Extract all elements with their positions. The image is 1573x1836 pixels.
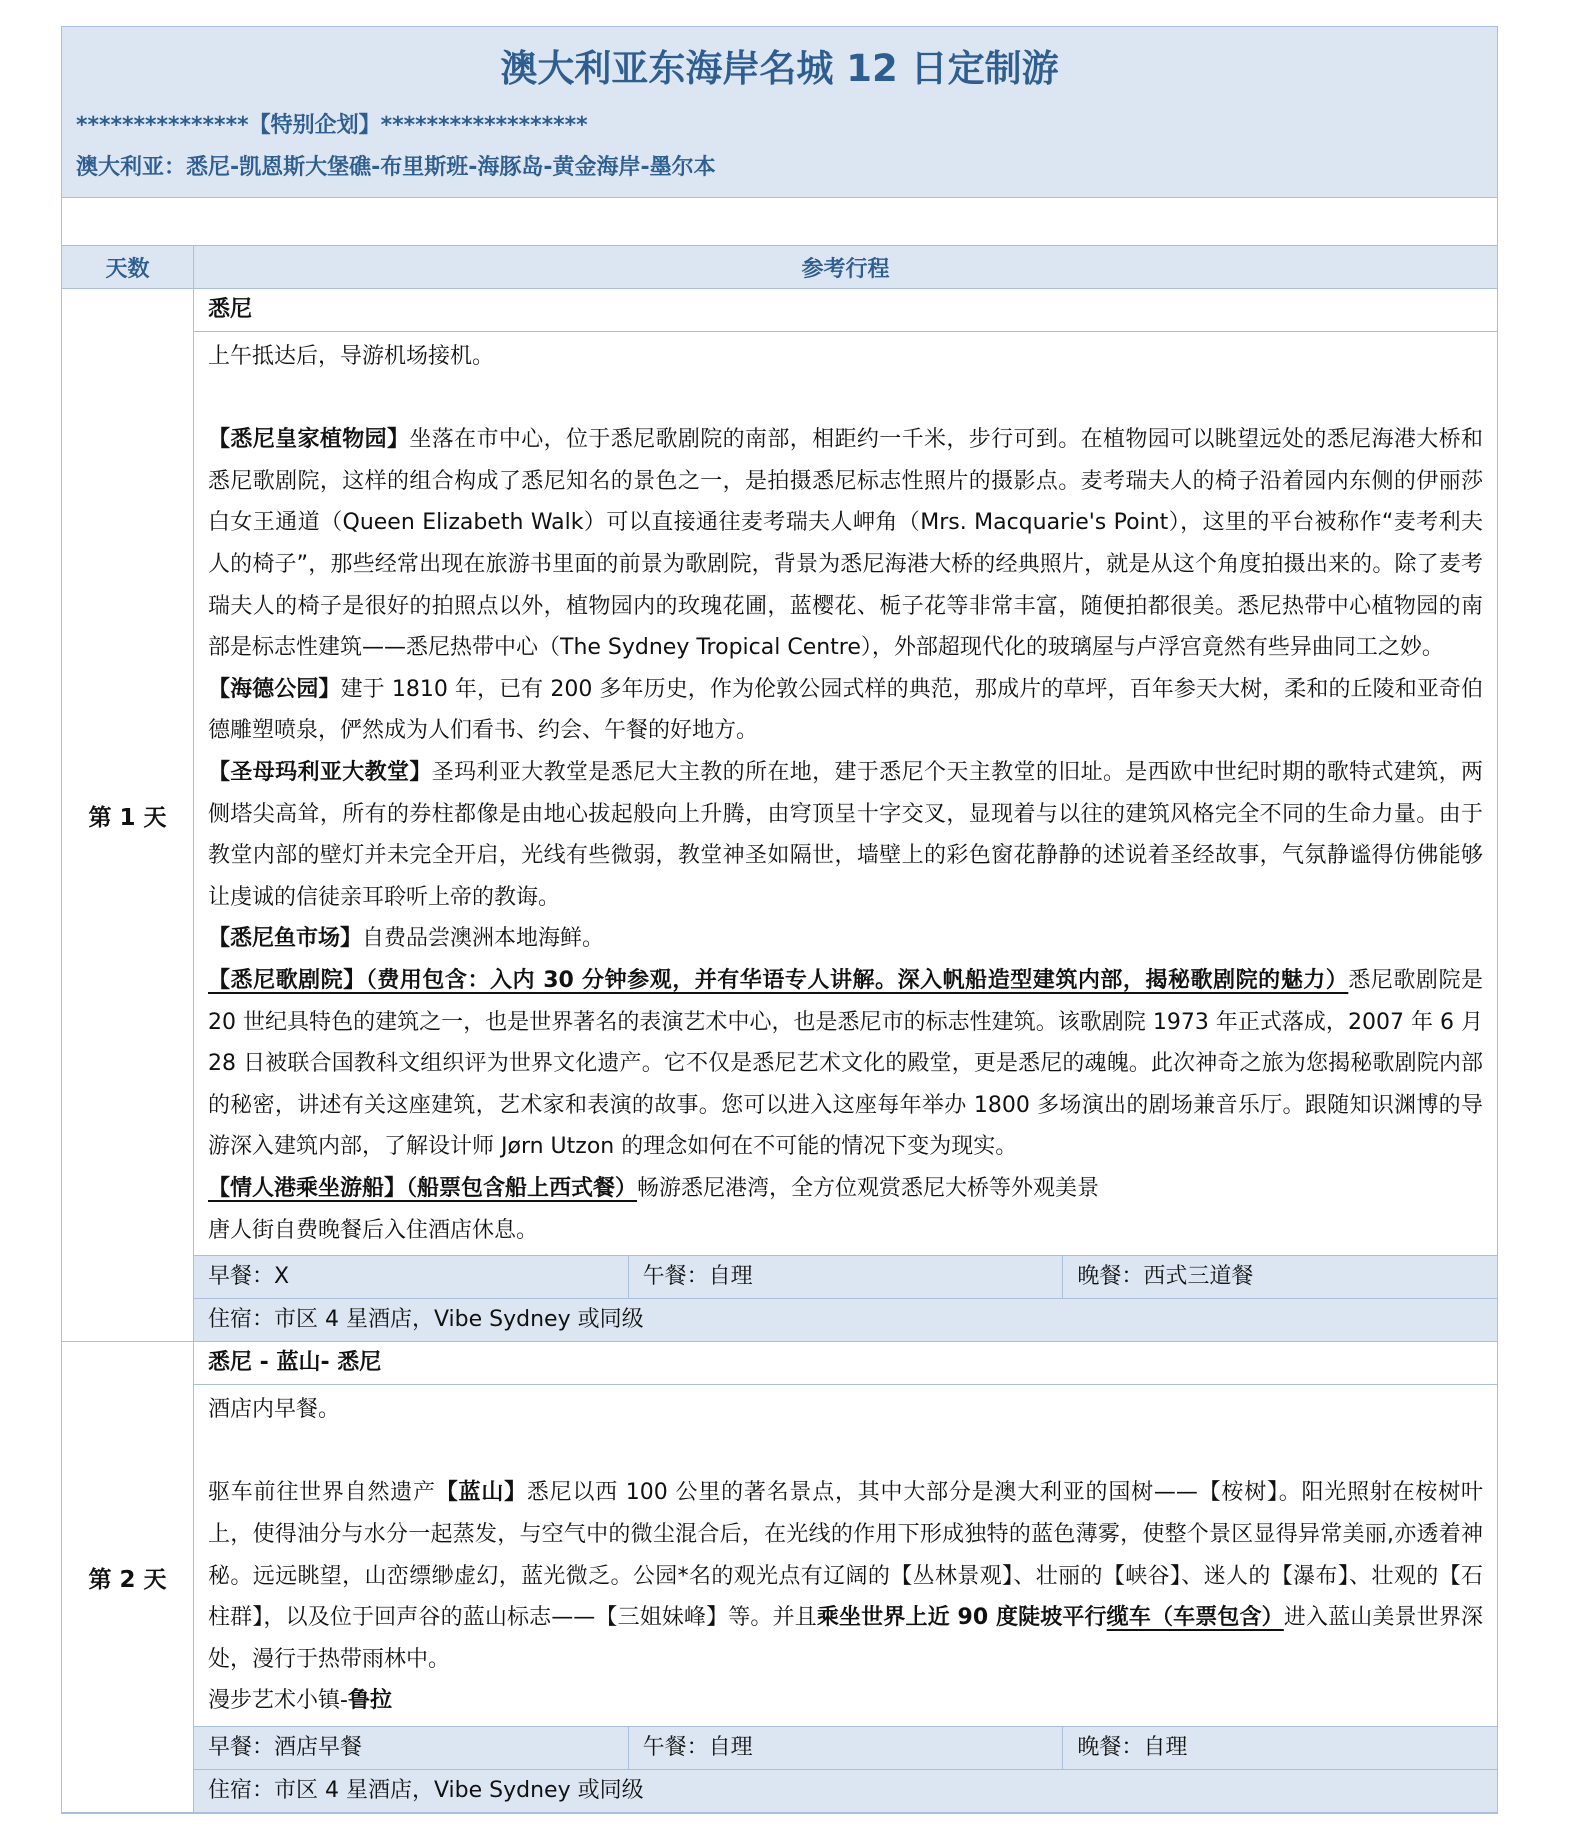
attraction-title: 【海德公园】 [208,676,341,702]
railway-text: 进入蓝山美景世界深处，漫行于热带雨林中。 [208,1605,1483,1672]
paragraph-evening: 唐人街自费晚餐后入住酒店休息。 [208,1217,539,1243]
meals-row [194,1255,1497,1298]
document-header [62,27,1497,198]
paragraph-opera-house [208,960,1483,1168]
town-name: 鲁拉 [347,1688,392,1714]
attraction-text: 建于 1810 年，已有 200 多年历史，作为伦敦公园式样的典范，那成片的草坪，百年参天大树，柔和的丘陵和亚奇伯德雕塑喷泉，俨然成为人们看书、约会、午餐的好地方。 [208,676,1483,744]
attraction-text: 悉尼歌剧院是 20 世纪具特色的建筑之一，也是世界著名的表演艺术中心，也是悉尼市的标志性建筑。该歌剧院 1973 年正式落成，2007 年 6 月 28 日被联合国教科文组织评为世界文化遗产。它不仅是悉尼艺术文化的殿堂，更是悉尼的魂魄。此次神奇之旅为您揭秘歌剧院内部的秘密，讲述有关这座建筑，艺术家和表演的故事。您可以进入这座每年举办 1800 多场演出的剧场兼音乐厅。跟随知识渊博的导游深入建筑内部，了解设计师 Jørn Utzon 的理念如何在不可能的情况下变为现实。 [208,968,1483,1160]
paragraph-breakfast: 酒店内早餐。 [208,1397,341,1423]
paragraph-harbour-cruise [208,1168,1483,1210]
day-body [194,289,1497,1341]
paragraph-botanic-garden [208,419,1483,669]
attraction-text: 坐落在市中心，位于悉尼歌剧院的南部，相距约一千米，步行可到。在植物园可以眺望远处的悉尼海港大桥和悉尼歌剧院，这样的组合构成了悉尼知名的景色之一，是拍摄悉尼标志性照片的摄影点。麦考瑞夫人的椅子沿着园内东侧的伊丽莎白女王通道（Queen Elizabeth Walk）可以直接通往麦考瑞夫人岬角（Mrs. Macquarie's Point），这里的平台被称作“麦考利夫人的椅子”，那些经常出现在旅游书里面的前景为歌剧院，背景为悉尼海港大桥的经典照片，就是从这个角度拍摄出来的。除了麦考瑞夫人的椅子是很好的拍照点以外，植物园内的玫瑰花圃，蓝樱花、栀子花等非常丰富，随便拍都很美。悉尼热带中心植物园的南部是标志性建筑——悉尼热带中心（The Sydney Tropical Centre），外部超现代化的玻璃屋与卢浮宫竟然有些异曲同工之妙。 [208,427,1483,661]
attraction-text: 悉尼以西 100 公里的著名景点，其中大部分是澳大利亚的国树——【桉树】。阳光照射在桉树叶上，使得油分与水分一起蒸发，与空气中的微尘混合后，在光线的作用下形成独特的蓝色薄雾，使整个景区显得异常美丽,亦透着神秘。远远眺望，山峦缥缈虚幻，蓝光微乏。公园*名的观光点有辽阔的【丛林景观】、壮丽的【峡谷】、迷人的【瀑布】、壮观的【石柱群】，以及位于回声谷的蓝山标志——【三姐妹峰】等。并且 [208,1480,1483,1631]
day-label: 第 1 天 [62,289,194,1341]
day-place: 悉尼 - 蓝山- 悉尼 [194,1342,1497,1385]
itinerary-column-header: 参考行程 [801,256,890,282]
attraction-title: 【蓝山】 [435,1480,527,1506]
lunch-cell: 午餐：自理 [629,1727,1064,1769]
cable-car-highlight: 缆车（车票包含） [1106,1605,1284,1631]
paragraph-fish-market [208,918,1483,960]
day-row-2 [62,1342,1497,1813]
railway-highlight: 乘坐世界上近 90 度陡坡平行 [816,1605,1107,1631]
paragraph-arrival: 上午抵达后，导游机场接机。 [208,344,495,370]
paragraph-hyde-park [208,669,1483,752]
blank-line [208,378,1483,420]
hotel-row: 住宿：市区 4 星酒店，Vibe Sydney 或同级 [194,1769,1497,1812]
walk-text: 漫步艺术小镇- [208,1688,348,1714]
day-content [194,332,1497,1255]
day-label: 第 2 天 [62,1342,194,1812]
attraction-title: 【悉尼歌剧院】（费用包含：入内 30 分钟参观，并有华语专人讲解。深入帆船造型建筑内部，揭秘歌剧院的魅力） [208,968,1349,993]
breakfast-cell: 早餐：酒店早餐 [194,1727,629,1769]
dinner-cell: 晚餐：西式三道餐 [1077,1264,1254,1290]
attraction-title: 【悉尼鱼市场】 [208,926,363,952]
attraction-title: 【圣母玛利亚大教堂】 [208,760,432,786]
day-row-1 [62,289,1497,1342]
attraction-text: 畅游悉尼港湾，全方位观赏悉尼大桥等外观美景 [637,1175,1100,1201]
spacer-row [62,198,1497,246]
blank-line [208,1431,1483,1473]
attraction-title: 【情人港乘坐游船】（船票包含船上西式餐） [208,1175,638,1201]
attraction-text: 圣玛利亚大教堂是悉尼大主教的所在地，建于悉尼个天主教堂的旧址。是西欧中世纪时期的歌特式建筑，两侧塔尖高耸，所有的券柱都像是由地心拔起般向上升腾，由穹顶呈十字交叉，显现着与以往的建筑风格完全不同的生命力量。由于教堂内部的壁灯并未完全开启，光线有些微弱，教堂神圣如隔世，墙壁上的彩色窗花静静的述说着圣经故事，气氛静谧得仿佛能够让虔诚的信徒亲耳聆听上帝的教诲。 [208,760,1483,910]
paragraph-cathedral [208,752,1483,918]
paragraph-leura [208,1680,1483,1722]
day-place: 悉尼 [194,289,1497,332]
breakfast-cell: 早餐：X [194,1256,629,1298]
attraction-title: 【悉尼皇家植物园】 [208,427,410,453]
route-line: 澳大利亚：悉尼-凯恩斯大堡礁-布里斯班-海豚岛-黄金海岸-墨尔本 [76,155,716,181]
dinner-cell: 晚餐：自理 [1077,1734,1188,1760]
days-column-header: 天数 [62,246,194,288]
hotel-row: 住宿：市区 4 星酒店，Vibe Sydney 或同级 [194,1298,1497,1341]
meals-row [194,1726,1497,1769]
attraction-text: 自费品尝澳洲本地海鲜。 [362,926,605,952]
day-content [194,1385,1497,1726]
paragraph-blue-mountains [208,1472,1483,1680]
day-body [194,1342,1497,1812]
table-header-row [62,246,1497,289]
page-title: 澳大利亚东海岸名城 12 日定制游 [500,47,1059,90]
lunch-cell: 午餐：自理 [629,1256,1064,1298]
intro-text: 驱车前往世界自然遗产 [208,1480,436,1506]
itinerary-document [61,26,1498,1814]
special-planning-line: ***************【特别企划】****************** [76,113,588,139]
